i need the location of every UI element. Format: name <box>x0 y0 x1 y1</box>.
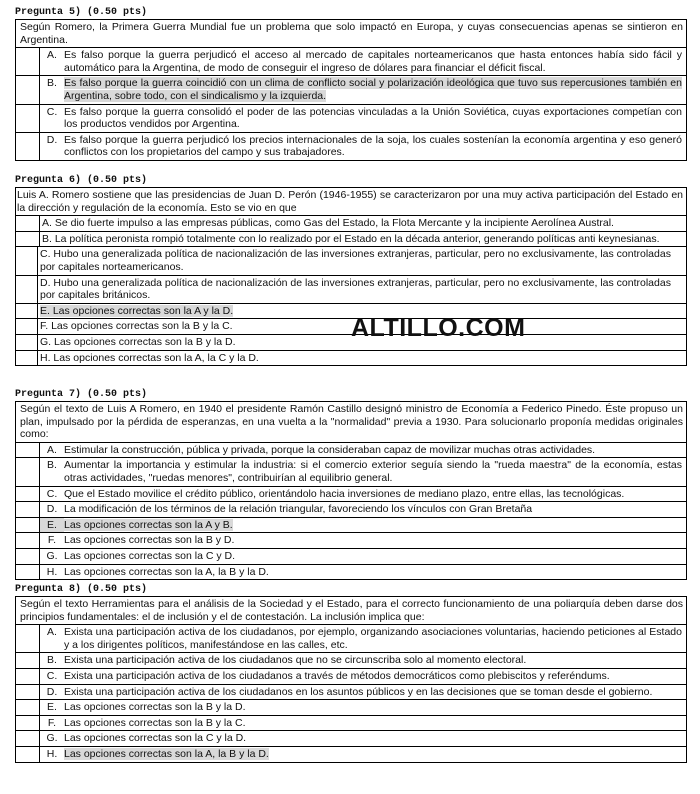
option-text: Las opciones correctas son la B y la D. <box>64 701 246 714</box>
question-8-box <box>15 596 687 763</box>
option-letter: A. <box>47 626 57 639</box>
q6-option-d[interactable] <box>16 276 686 304</box>
option-letter: A. <box>47 49 57 62</box>
option-text-selected: Es falso porque la guerra coincidió con un clima de conflicto social y polarización ideológica que tuvo sus repercusiones también en Argentina, sobre todo, con el sindicalismo y la izquierda. <box>64 77 682 102</box>
q5-option-b[interactable] <box>16 76 686 104</box>
option-letter: H. <box>46 565 58 578</box>
option-text: F. Las opciones correctas son la B y la C. <box>40 320 233 333</box>
q6-option-a[interactable] <box>16 216 686 232</box>
option-text: Aumentar la importancia y estimular la industria: si el comercio exterior seguía siendo la "rueda maestra" de la economía, estas otras actividades, "ruedas menores", contribuirían al equilibrio general. <box>64 459 682 484</box>
question-8-stem: Según el texto Herramientas para el análisis de la Sociedad y el Estado, para el correcto funcionamiento de una poliarquía deben darse dos principios fundamentales: el de inclusión y el de contestación. La inclusión implica que: <box>16 597 686 625</box>
option-text: Exista una participación activa de los ciudadanos a través de métodos democráticos como plebiscitos y referéndums. <box>64 669 610 682</box>
question-7-stem: Según el texto de Luis A Romero, en 1940 el presidente Ramón Castillo designó ministro de Economía a Federico Pinedo. Éste propuso un plan, impulsado por la pérdida de esperanzas, en una vuelta a la "normalidad" previa a 1930. Para solucionarlo proponía medidas originales como: <box>16 402 686 443</box>
option-text: D. Hubo una generalizada política de nacionalización de las inversiones extranjeras, particular, pero no exclusivamente, las controladas por capitales británicos. <box>40 276 671 302</box>
option-letter: G. <box>46 549 58 562</box>
q7-option-b[interactable] <box>16 458 686 486</box>
altillo-watermark: ALTILLO.COM <box>351 314 526 342</box>
option-text-selected: Las opciones correctas son la A, la B y la D. <box>64 747 269 760</box>
option-text: C. Hubo una generalizada política de nacionalización de las inversiones extranjeras, particular, pero no exclusivamente, las controladas por capitales norteamericanos. <box>40 248 671 273</box>
q6-option-c[interactable] <box>16 247 686 275</box>
option-text: Exista una participación activa de los ciudadanos en los asuntos públicos y en las decisiones que se toman desde el gobierno. <box>64 685 653 698</box>
option-text: Las opciones correctas son la B y la C. <box>64 716 246 729</box>
question-6-title: Pregunta 6) (0.50 pts) <box>15 175 148 186</box>
option-text: H. Las opciones correctas son la A, la C y la D. <box>40 351 259 364</box>
option-text: Es falso porque la guerra consolidó el poder de las potencias vinculadas a la Unión Soviética, cuyas exportaciones competían con los productos vendidos por Argentina. <box>64 105 682 131</box>
option-text: Que el Estado movilice el crédito público, orientándolo hacia inversiones de mediano plazo, entre ellas, las tecnológicas. <box>64 487 625 500</box>
q7-option-f[interactable] <box>16 533 686 549</box>
option-text: La modificación de los términos de la relación triangular, favoreciendo los vínculos con Gran Bretaña <box>64 503 533 516</box>
option-text: Es falso porque la guerra perjudicó los precios internacionales de la soja, los cuales sostenían la economía argentina y eso generó conflictos con los propietarios del campo y sus trabajadores. <box>64 133 682 159</box>
q8-option-c[interactable] <box>16 669 686 685</box>
option-text: Exista una participación activa de los ciudadanos, por ejemplo, organizando asociaciones voluntarias, haciendo peticiones al Estado y a los dirigentes políticos, manifestándose en las calles, etc. <box>64 626 682 651</box>
q8-option-h[interactable] <box>16 747 686 762</box>
option-text: B. La política peronista rompió totalmente con lo realizado por el Estado en la década anterior, generando políticas anti keynesianas. <box>42 232 660 245</box>
q6-option-h[interactable] <box>16 351 686 366</box>
option-text: A. Se dio fuerte impulso a las empresas públicas, como Gas del Estado, la Flota Mercante y la incipiente Aerolínea Austral. <box>42 217 614 230</box>
option-text-selected: Las opciones correctas son la A y B. <box>64 518 233 531</box>
option-letter: B. <box>47 77 57 90</box>
option-letter: B. <box>47 654 57 667</box>
q7-option-h[interactable] <box>16 565 686 580</box>
question-8-title: Pregunta 8) (0.50 pts) <box>15 584 148 595</box>
option-text: Las opciones correctas son la B y D. <box>64 534 235 547</box>
option-letter: C. <box>46 669 58 682</box>
question-7-title: Pregunta 7) (0.50 pts) <box>15 389 148 400</box>
option-letter: H. <box>46 747 58 760</box>
option-text: Exista una participación activa de los ciudadanos que no se circunscriba solo al momento electoral. <box>64 654 527 667</box>
q5-option-c[interactable] <box>16 105 686 133</box>
question-5-box <box>15 19 687 161</box>
option-text: Es falso porque la guerra perjudicó el acceso al mercado de capitales norteamericanos que hasta entonces había sido fácil y automático para la Argentina, de modo de conseguir el ingreso de dólares para financiar el déficit fiscal. <box>64 49 682 74</box>
option-letter: C. <box>46 487 58 500</box>
option-letter: A. <box>47 443 57 456</box>
question-7 <box>15 389 687 580</box>
option-text: G. Las opciones correctas son la B y la D. <box>40 335 236 348</box>
option-text-selected: E. Las opciones correctas son la A y la D. <box>40 304 234 317</box>
option-letter: E. <box>40 518 64 533</box>
q8-option-d[interactable] <box>16 685 686 701</box>
question-5 <box>15 7 687 161</box>
q7-option-g[interactable] <box>16 549 686 565</box>
option-text: Las opciones correctas son la C y D. <box>64 549 235 562</box>
option-text: Estimular la construcción, pública y privada, porque la consideraban capaz de movilizar muchas otras actividades. <box>64 443 596 456</box>
q5-option-a[interactable] <box>16 48 686 76</box>
q8-option-e[interactable] <box>16 700 686 716</box>
option-letter: B. <box>47 459 57 472</box>
option-letter: F. <box>47 716 57 729</box>
q7-option-c[interactable] <box>16 487 686 503</box>
question-8 <box>15 584 687 763</box>
q7-option-d[interactable] <box>16 502 686 518</box>
q8-option-g[interactable] <box>16 731 686 747</box>
option-letter: G. <box>46 732 58 745</box>
option-letter: D. <box>46 685 58 698</box>
option-letter: C. <box>46 105 58 118</box>
question-5-stem: Según Romero, la Primera Guerra Mundial fue un problema que solo impactó en Europa, y cuyas consecuencias apenas se sintieron en Argentina. <box>16 20 686 48</box>
option-letter: D. <box>46 503 58 516</box>
question-6-stem: Luis A. Romero sostiene que las presidencias de Juan D. Perón (1946-1955) se caracterizaron por una muy activa participación del Estado en la dirección y regulación de la economía. Esto se vio en que <box>16 188 686 216</box>
q5-option-d[interactable] <box>16 133 686 160</box>
q7-option-a[interactable] <box>16 443 686 459</box>
question-7-box <box>15 401 687 580</box>
option-text: Las opciones correctas son la C y la D. <box>64 732 247 745</box>
question-5-title: Pregunta 5) (0.50 pts) <box>15 7 148 18</box>
option-letter: D. <box>46 133 58 146</box>
q6-option-b[interactable] <box>16 232 686 248</box>
q8-option-b[interactable] <box>16 653 686 669</box>
q8-option-f[interactable] <box>16 716 686 732</box>
option-text: Las opciones correctas son la A, la B y la D. <box>64 565 269 578</box>
q7-option-e[interactable] <box>16 518 686 534</box>
option-letter: E. <box>47 701 57 714</box>
option-letter: F. <box>47 534 57 547</box>
q8-option-a[interactable] <box>16 625 686 653</box>
